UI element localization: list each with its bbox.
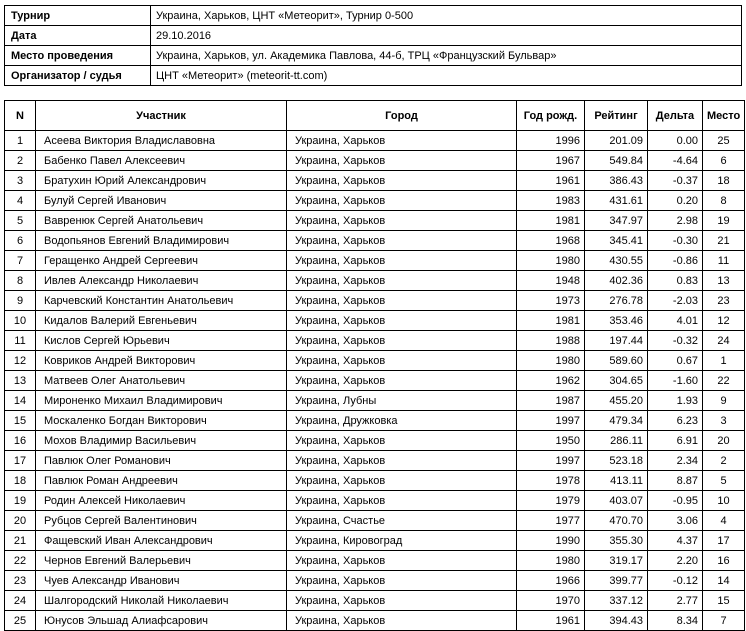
- birth-year-cell: 1950: [517, 431, 585, 451]
- delta-cell: 4.37: [648, 531, 703, 551]
- city-cell: Украина, Кировоград: [287, 531, 517, 551]
- birth-year-cell: 1968: [517, 231, 585, 251]
- table-row: [5, 251, 745, 271]
- number-cell: 18: [5, 471, 36, 491]
- delta-cell: 0.20: [648, 191, 703, 211]
- birth-year-cell: 1983: [517, 191, 585, 211]
- city-cell: Украина, Харьков: [287, 331, 517, 351]
- birth-year-cell: 1988: [517, 331, 585, 351]
- number-cell: 10: [5, 311, 36, 331]
- city-cell: Украина, Харьков: [287, 351, 517, 371]
- table-row: [5, 551, 745, 571]
- rating-cell: 197.44: [585, 331, 648, 351]
- place-cell: 10: [703, 491, 745, 511]
- number-cell: 19: [5, 491, 36, 511]
- number-cell: 16: [5, 431, 36, 451]
- table-row: [5, 291, 745, 311]
- rating-cell: 355.30: [585, 531, 648, 551]
- rating-cell: 337.12: [585, 591, 648, 611]
- participant-cell: Павлюк Олег Романович: [36, 451, 287, 471]
- number-cell: 17: [5, 451, 36, 471]
- table-row: [5, 451, 745, 471]
- birth-year-cell: 1997: [517, 451, 585, 471]
- delta-cell: 2.98: [648, 211, 703, 231]
- participant-cell: Мохов Владимир Васильевич: [36, 431, 287, 451]
- participant-cell: Братухин Юрий Александрович: [36, 171, 287, 191]
- birth-year-cell: 1990: [517, 531, 585, 551]
- number-cell: 24: [5, 591, 36, 611]
- place-cell: 22: [703, 371, 745, 391]
- city-cell: Украина, Харьков: [287, 431, 517, 451]
- place-cell: 11: [703, 251, 745, 271]
- birth-year-cell: 1962: [517, 371, 585, 391]
- info-value-tournament: Украина, Харьков, ЦНТ «Метеорит», Турнир 0-500: [151, 6, 742, 26]
- birth-year-cell: 1980: [517, 551, 585, 571]
- place-cell: 21: [703, 231, 745, 251]
- table-row: [5, 271, 745, 291]
- number-cell: 22: [5, 551, 36, 571]
- place-cell: 19: [703, 211, 745, 231]
- table-row: [5, 311, 745, 331]
- participant-cell: Ковриков Андрей Викторович: [36, 351, 287, 371]
- city-cell: Украина, Харьков: [287, 271, 517, 291]
- place-cell: 1: [703, 351, 745, 371]
- place-cell: 17: [703, 531, 745, 551]
- info-row-tournament: [5, 6, 742, 26]
- place-cell: 25: [703, 131, 745, 151]
- city-cell: Украина, Харьков: [287, 451, 517, 471]
- participant-cell: Рубцов Сергей Валентинович: [36, 511, 287, 531]
- col-header-rating: Рейтинг: [585, 101, 648, 131]
- delta-cell: 0.67: [648, 351, 703, 371]
- birth-year-cell: 1987: [517, 391, 585, 411]
- table-row: [5, 611, 745, 631]
- delta-cell: 3.06: [648, 511, 703, 531]
- place-cell: 13: [703, 271, 745, 291]
- info-value-organizer: ЦНТ «Метеорит» (meteorit-tt.com): [151, 66, 742, 86]
- info-label-venue: Место проведения: [5, 46, 151, 66]
- place-cell: 4: [703, 511, 745, 531]
- rating-cell: 394.43: [585, 611, 648, 631]
- participant-cell: Мироненко Михаил Владимирович: [36, 391, 287, 411]
- info-row-organizer: [5, 66, 742, 86]
- col-header-city: Город: [287, 101, 517, 131]
- results-header-row: [5, 101, 745, 131]
- city-cell: Украина, Харьков: [287, 311, 517, 331]
- delta-cell: -4.64: [648, 151, 703, 171]
- delta-cell: 8.34: [648, 611, 703, 631]
- number-cell: 2: [5, 151, 36, 171]
- place-cell: 12: [703, 311, 745, 331]
- delta-cell: -2.03: [648, 291, 703, 311]
- birth-year-cell: 1997: [517, 411, 585, 431]
- info-value-venue: Украина, Харьков, ул. Академика Павлова, 44-б, ТРЦ «Французский Бульвар»: [151, 46, 742, 66]
- participant-cell: Матвеев Олег Анатольевич: [36, 371, 287, 391]
- place-cell: 18: [703, 171, 745, 191]
- rating-cell: 399.77: [585, 571, 648, 591]
- participant-cell: Ивлев Александр Николаевич: [36, 271, 287, 291]
- col-header-delta: Дельта: [648, 101, 703, 131]
- delta-cell: 0.00: [648, 131, 703, 151]
- number-cell: 5: [5, 211, 36, 231]
- number-cell: 4: [5, 191, 36, 211]
- rating-cell: 403.07: [585, 491, 648, 511]
- table-row: [5, 171, 745, 191]
- city-cell: Украина, Харьков: [287, 611, 517, 631]
- participant-cell: Чернов Евгений Валерьевич: [36, 551, 287, 571]
- info-value-date: 29.10.2016: [151, 26, 742, 46]
- birth-year-cell: 1981: [517, 311, 585, 331]
- delta-cell: -0.86: [648, 251, 703, 271]
- info-row-date: [5, 26, 742, 46]
- participant-cell: Бабенко Павел Алексеевич: [36, 151, 287, 171]
- table-row: [5, 191, 745, 211]
- participant-cell: Юнусов Эльшад Алиафсарович: [36, 611, 287, 631]
- participant-cell: Булуй Сергей Иванович: [36, 191, 287, 211]
- rating-cell: 402.36: [585, 271, 648, 291]
- col-header-number: N: [5, 101, 36, 131]
- city-cell: Украина, Харьков: [287, 211, 517, 231]
- delta-cell: -0.12: [648, 571, 703, 591]
- rating-cell: 304.65: [585, 371, 648, 391]
- place-cell: 15: [703, 591, 745, 611]
- place-cell: 20: [703, 431, 745, 451]
- rating-cell: 455.20: [585, 391, 648, 411]
- delta-cell: -0.32: [648, 331, 703, 351]
- table-row: [5, 491, 745, 511]
- number-cell: 13: [5, 371, 36, 391]
- table-row: [5, 211, 745, 231]
- number-cell: 9: [5, 291, 36, 311]
- birth-year-cell: 1967: [517, 151, 585, 171]
- number-cell: 21: [5, 531, 36, 551]
- birth-year-cell: 1996: [517, 131, 585, 151]
- results-table: [4, 100, 745, 631]
- number-cell: 25: [5, 611, 36, 631]
- number-cell: 15: [5, 411, 36, 431]
- table-row: [5, 391, 745, 411]
- place-cell: 9: [703, 391, 745, 411]
- table-row: [5, 371, 745, 391]
- city-cell: Украина, Счастье: [287, 511, 517, 531]
- participant-cell: Асеева Виктория Владиславовна: [36, 131, 287, 151]
- birth-year-cell: 1970: [517, 591, 585, 611]
- delta-cell: 2.77: [648, 591, 703, 611]
- number-cell: 20: [5, 511, 36, 531]
- participant-cell: Вавренюк Сергей Анатольевич: [36, 211, 287, 231]
- rating-cell: 201.09: [585, 131, 648, 151]
- table-row: [5, 431, 745, 451]
- participant-cell: Кидалов Валерий Евгеньевич: [36, 311, 287, 331]
- birth-year-cell: 1980: [517, 351, 585, 371]
- city-cell: Украина, Харьков: [287, 251, 517, 271]
- place-cell: 24: [703, 331, 745, 351]
- delta-cell: 8.87: [648, 471, 703, 491]
- city-cell: Украина, Харьков: [287, 191, 517, 211]
- delta-cell: 1.93: [648, 391, 703, 411]
- rating-cell: 353.46: [585, 311, 648, 331]
- rating-cell: 319.17: [585, 551, 648, 571]
- city-cell: Украина, Харьков: [287, 591, 517, 611]
- table-row: [5, 531, 745, 551]
- city-cell: Украина, Харьков: [287, 491, 517, 511]
- rating-cell: 276.78: [585, 291, 648, 311]
- city-cell: Украина, Харьков: [287, 171, 517, 191]
- place-cell: 23: [703, 291, 745, 311]
- city-cell: Украина, Харьков: [287, 151, 517, 171]
- col-header-participant: Участник: [36, 101, 287, 131]
- birth-year-cell: 1977: [517, 511, 585, 531]
- delta-cell: 2.20: [648, 551, 703, 571]
- rating-cell: 470.70: [585, 511, 648, 531]
- participant-cell: Шалгородский Николай Николаевич: [36, 591, 287, 611]
- participant-cell: Водопьянов Евгений Владимирович: [36, 231, 287, 251]
- table-row: [5, 511, 745, 531]
- info-label-tournament: Турнир: [5, 6, 151, 26]
- number-cell: 6: [5, 231, 36, 251]
- results-body: [5, 131, 745, 631]
- rating-cell: 386.43: [585, 171, 648, 191]
- info-label-date: Дата: [5, 26, 151, 46]
- number-cell: 12: [5, 351, 36, 371]
- place-cell: 2: [703, 451, 745, 471]
- rating-cell: 523.18: [585, 451, 648, 471]
- participant-cell: Кислов Сергей Юрьевич: [36, 331, 287, 351]
- table-row: [5, 131, 745, 151]
- delta-cell: -0.30: [648, 231, 703, 251]
- info-label-organizer: Организатор / судья: [5, 66, 151, 86]
- place-cell: 8: [703, 191, 745, 211]
- delta-cell: -1.60: [648, 371, 703, 391]
- place-cell: 6: [703, 151, 745, 171]
- rating-cell: 549.84: [585, 151, 648, 171]
- number-cell: 3: [5, 171, 36, 191]
- participant-cell: Чуев Александр Иванович: [36, 571, 287, 591]
- delta-cell: 2.34: [648, 451, 703, 471]
- city-cell: Украина, Харьков: [287, 551, 517, 571]
- birth-year-cell: 1980: [517, 251, 585, 271]
- number-cell: 7: [5, 251, 36, 271]
- rating-cell: 345.41: [585, 231, 648, 251]
- rating-cell: 479.34: [585, 411, 648, 431]
- delta-cell: 6.23: [648, 411, 703, 431]
- city-cell: Украина, Харьков: [287, 471, 517, 491]
- table-row: [5, 591, 745, 611]
- delta-cell: 4.01: [648, 311, 703, 331]
- birth-year-cell: 1981: [517, 211, 585, 231]
- table-row: [5, 571, 745, 591]
- table-row: [5, 351, 745, 371]
- birth-year-cell: 1948: [517, 271, 585, 291]
- number-cell: 1: [5, 131, 36, 151]
- delta-cell: 0.83: [648, 271, 703, 291]
- place-cell: 5: [703, 471, 745, 491]
- number-cell: 23: [5, 571, 36, 591]
- rating-cell: 431.61: [585, 191, 648, 211]
- table-row: [5, 471, 745, 491]
- birth-year-cell: 1961: [517, 171, 585, 191]
- place-cell: 16: [703, 551, 745, 571]
- delta-cell: 6.91: [648, 431, 703, 451]
- number-cell: 8: [5, 271, 36, 291]
- birth-year-cell: 1978: [517, 471, 585, 491]
- tournament-info-table: [4, 5, 742, 86]
- birth-year-cell: 1961: [517, 611, 585, 631]
- info-row-venue: [5, 46, 742, 66]
- city-cell: Украина, Дружковка: [287, 411, 517, 431]
- delta-cell: -0.37: [648, 171, 703, 191]
- place-cell: 14: [703, 571, 745, 591]
- birth-year-cell: 1973: [517, 291, 585, 311]
- rating-cell: 589.60: [585, 351, 648, 371]
- place-cell: 7: [703, 611, 745, 631]
- table-row: [5, 231, 745, 251]
- tournament-info-body: [5, 6, 742, 86]
- delta-cell: -0.95: [648, 491, 703, 511]
- col-header-place: Место: [703, 101, 745, 131]
- table-row: [5, 411, 745, 431]
- birth-year-cell: 1979: [517, 491, 585, 511]
- rating-cell: 286.11: [585, 431, 648, 451]
- city-cell: Украина, Лубны: [287, 391, 517, 411]
- place-cell: 3: [703, 411, 745, 431]
- table-row: [5, 331, 745, 351]
- participant-cell: Фащевский Иван Александрович: [36, 531, 287, 551]
- participant-cell: Родин Алексей Николаевич: [36, 491, 287, 511]
- participant-cell: Геращенко Андрей Сергеевич: [36, 251, 287, 271]
- col-header-birth-year: Год рожд.: [517, 101, 585, 131]
- participant-cell: Павлюк Роман Андреевич: [36, 471, 287, 491]
- city-cell: Украина, Харьков: [287, 131, 517, 151]
- city-cell: Украина, Харьков: [287, 571, 517, 591]
- number-cell: 11: [5, 331, 36, 351]
- city-cell: Украина, Харьков: [287, 291, 517, 311]
- rating-cell: 413.11: [585, 471, 648, 491]
- city-cell: Украина, Харьков: [287, 231, 517, 251]
- birth-year-cell: 1966: [517, 571, 585, 591]
- rating-cell: 347.97: [585, 211, 648, 231]
- number-cell: 14: [5, 391, 36, 411]
- rating-cell: 430.55: [585, 251, 648, 271]
- participant-cell: Карчевский Константин Анатольевич: [36, 291, 287, 311]
- participant-cell: Москаленко Богдан Викторович: [36, 411, 287, 431]
- city-cell: Украина, Харьков: [287, 371, 517, 391]
- table-row: [5, 151, 745, 171]
